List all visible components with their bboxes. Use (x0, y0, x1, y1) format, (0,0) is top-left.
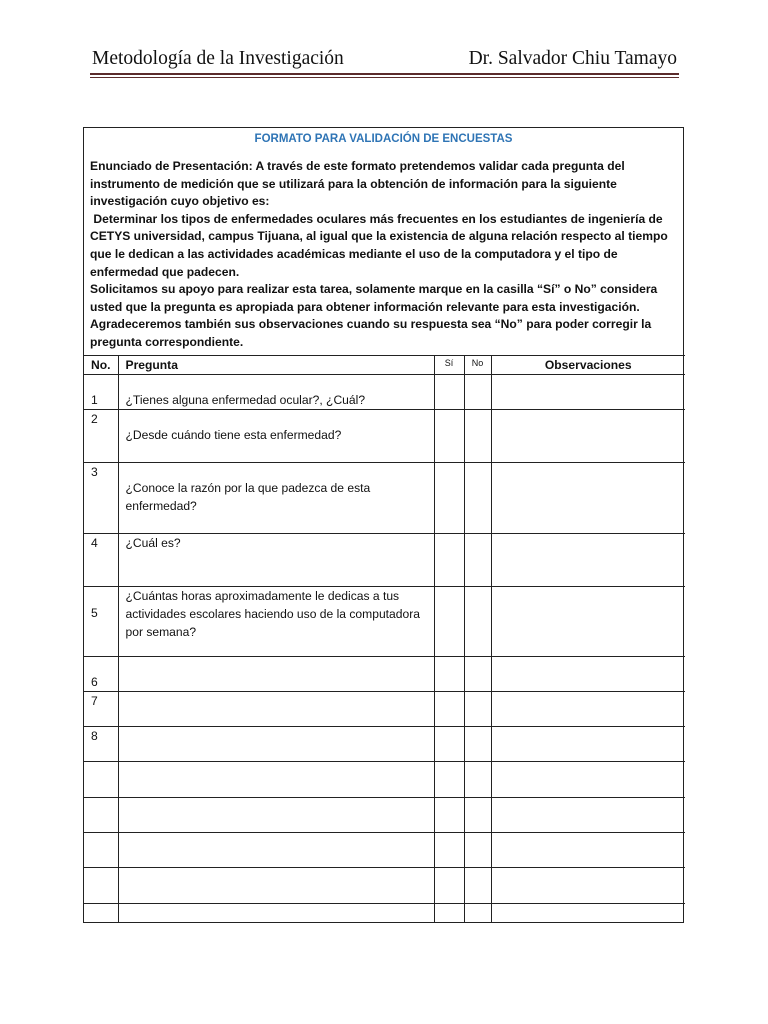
header-rule-thin (90, 77, 679, 78)
table-row (84, 657, 685, 692)
si-cell[interactable] (434, 534, 464, 587)
row-question: ¿Cuántas horas aproximadamente le dedicas a tus actividades escolares haciendo uso de la computadora por semana? (118, 587, 434, 657)
row-number: 8 (84, 727, 118, 762)
row-question: ¿Desde cuándo tiene esta enfermedad? (118, 410, 434, 463)
row-number (84, 798, 118, 833)
objective-paragraph (90, 211, 677, 281)
row-question: ¿Cuál es? (118, 534, 434, 587)
row-number: 4 (84, 534, 118, 587)
table-row (84, 534, 685, 587)
intro-paragraph: Enunciado de Presentación: A través de este formato pretendemos validar cada pregunta del instrumento de medición que se utilizará para la obtención de información para la siguiente investigación cuyo objetivo es: (90, 159, 625, 209)
questions-table (84, 355, 685, 922)
row-question (118, 762, 434, 798)
table-row (84, 904, 685, 922)
no-cell[interactable] (464, 410, 491, 463)
no-cell[interactable] (464, 833, 491, 868)
row-number (84, 833, 118, 868)
no-cell[interactable] (464, 762, 491, 798)
row-question: ¿Conoce la razón por la que padezca de esta enfermedad? (118, 463, 434, 534)
table-row (84, 375, 685, 410)
col-header-observaciones: Observaciones (491, 356, 685, 375)
si-cell[interactable] (434, 657, 464, 692)
table-row (84, 587, 685, 657)
row-question (118, 833, 434, 868)
form-intro (84, 128, 683, 355)
observaciones-cell[interactable] (491, 904, 685, 922)
no-cell[interactable] (464, 868, 491, 904)
table-row (84, 798, 685, 833)
table-row (84, 692, 685, 727)
observaciones-cell[interactable] (491, 798, 685, 833)
course-title: Metodología de la Investigación (92, 48, 344, 69)
no-cell[interactable] (464, 692, 491, 727)
si-cell[interactable] (434, 868, 464, 904)
observaciones-cell[interactable] (491, 833, 685, 868)
row-number: 1 (84, 375, 118, 410)
no-cell[interactable] (464, 587, 491, 657)
row-question (118, 904, 434, 922)
row-question (118, 798, 434, 833)
header-rule-thick (90, 73, 679, 75)
table-row (84, 410, 685, 463)
table-row (84, 868, 685, 904)
si-cell[interactable] (434, 798, 464, 833)
objective-text: Determinar los tipos de enfermedades oculares más frecuentes en los estudiantes de ingeniería de CETYS universidad, campus Tijuana, al igual que la existencia de alguna relación respecto al tiempo que le dedican a las actividades académicas mediante el uso de la computadora y el tipo de enfermedad que padecen. (90, 211, 668, 279)
observaciones-cell[interactable] (491, 587, 685, 657)
page-header (92, 46, 677, 74)
si-cell[interactable] (434, 833, 464, 868)
form-title: FORMATO PARA VALIDACIÓN DE ENCUESTAS (254, 133, 513, 145)
col-header-si: Sí (434, 356, 464, 375)
row-question (118, 727, 434, 762)
si-cell[interactable] (434, 904, 464, 922)
col-header-pregunta: Pregunta (118, 356, 434, 375)
row-number: 5 (84, 587, 118, 657)
no-cell[interactable] (464, 657, 491, 692)
row-question: ¿Tienes alguna enfermedad ocular?, ¿Cuál? (118, 375, 434, 410)
instructions-paragraph: Solicitamos su apoyo para realizar esta tarea, solamente marque en la casilla “Sí” o No” considera usted que la pregunta es apropiada para obtener información relevante para esta investigación. Agradeceremos también sus observaciones cuando su respuesta sea “No” para poder corregir la pregunta correspondiente. (90, 282, 658, 349)
col-header-no: No. (84, 356, 118, 375)
si-cell[interactable] (434, 727, 464, 762)
no-cell[interactable] (464, 375, 491, 410)
row-number: 3 (84, 463, 118, 534)
table-row (84, 727, 685, 762)
table-row (84, 463, 685, 534)
row-number (84, 868, 118, 904)
col-header-no-answer: No (464, 356, 491, 375)
row-question (118, 692, 434, 727)
author-name: Dr. Salvador Chiu Tamayo (468, 48, 677, 69)
row-number: 2 (84, 410, 118, 463)
observaciones-cell[interactable] (491, 762, 685, 798)
si-cell[interactable] (434, 410, 464, 463)
observaciones-cell[interactable] (491, 375, 685, 410)
si-cell[interactable] (434, 692, 464, 727)
si-cell[interactable] (434, 463, 464, 534)
no-cell[interactable] (464, 798, 491, 833)
observaciones-cell[interactable] (491, 727, 685, 762)
observaciones-cell[interactable] (491, 410, 685, 463)
table-header-row (84, 356, 685, 375)
si-cell[interactable] (434, 587, 464, 657)
no-cell[interactable] (464, 727, 491, 762)
row-question (118, 868, 434, 904)
no-cell[interactable] (464, 534, 491, 587)
row-number (84, 762, 118, 798)
row-number: 6 (84, 657, 118, 692)
observaciones-cell[interactable] (491, 868, 685, 904)
no-cell[interactable] (464, 463, 491, 534)
table-row (84, 762, 685, 798)
si-cell[interactable] (434, 375, 464, 410)
observaciones-cell[interactable] (491, 657, 685, 692)
row-number (84, 904, 118, 922)
row-number: 7 (84, 692, 118, 727)
table-row (84, 833, 685, 868)
validation-form (83, 127, 684, 923)
observaciones-cell[interactable] (491, 692, 685, 727)
row-question (118, 657, 434, 692)
observaciones-cell[interactable] (491, 534, 685, 587)
si-cell[interactable] (434, 762, 464, 798)
no-cell[interactable] (464, 904, 491, 922)
observaciones-cell[interactable] (491, 463, 685, 534)
